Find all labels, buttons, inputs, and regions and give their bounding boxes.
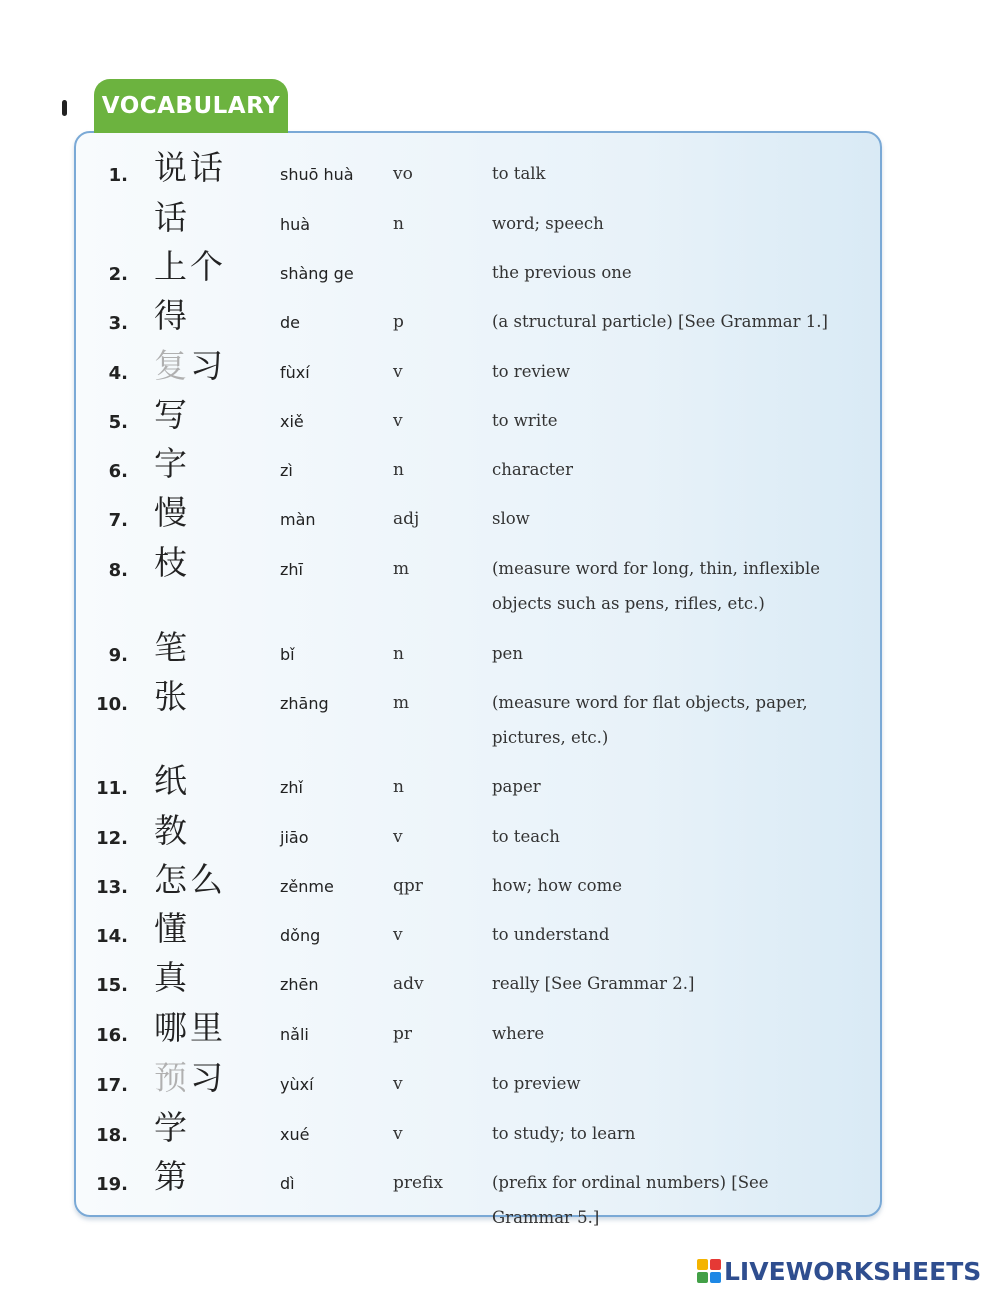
vocab-part-of-speech: v — [393, 827, 403, 847]
vocab-number: 9. — [108, 645, 128, 666]
vocab-definition: (a structural particle) [See Grammar 1.] — [492, 312, 828, 331]
vocab-chinese: 说话 — [154, 148, 226, 187]
vocab-number: 5. — [108, 412, 128, 433]
liveworksheets-logo-icon — [697, 1259, 721, 1283]
vocab-row — [0, 298, 1000, 348]
vocab-number: 1. — [108, 165, 128, 186]
vocab-row — [0, 960, 1000, 1010]
vocab-chinese: 话 — [154, 198, 190, 237]
vocab-row — [0, 763, 1000, 813]
vocab-pinyin: xué — [280, 1125, 310, 1144]
vocab-row — [0, 249, 1000, 299]
liveworksheets-logo[interactable] — [697, 1254, 981, 1288]
vocab-number: 15. — [96, 975, 128, 996]
vocab-part-of-speech: n — [393, 644, 404, 664]
vocab-row — [0, 348, 1000, 398]
vocab-pinyin: zhēn — [280, 975, 319, 994]
vocab-definition: really [See Grammar 2.] — [492, 974, 695, 993]
vocab-number: 7. — [108, 510, 128, 531]
vocab-definition: to teach — [492, 827, 560, 846]
vocab-chinese: 张 — [154, 677, 190, 716]
vocab-chinese: 教 — [154, 811, 190, 850]
vocab-part-of-speech: vo — [393, 164, 413, 184]
vocab-row — [0, 1110, 1000, 1160]
vocab-pinyin: jiāo — [280, 828, 309, 847]
vocab-pinyin: xiě — [280, 412, 304, 431]
vocab-pinyin: zhāng — [280, 694, 329, 713]
vocab-row — [0, 1060, 1000, 1110]
vocab-chinese: 写 — [154, 395, 190, 434]
vocab-row — [0, 397, 1000, 447]
vocab-number: 13. — [96, 877, 128, 898]
vocab-number: 6. — [108, 461, 128, 482]
vocab-definition: to preview — [492, 1074, 581, 1093]
vocab-definition: to review — [492, 362, 570, 381]
vocab-chinese: 枝 — [154, 543, 190, 582]
vocab-definition: to understand — [492, 925, 610, 944]
vocab-definition: to study; to learn — [492, 1124, 636, 1143]
vocab-number: 14. — [96, 926, 128, 947]
vocab-part-of-speech: v — [393, 362, 403, 382]
vocab-row — [0, 200, 1000, 250]
vocab-chinese: 哪里 — [154, 1008, 226, 1047]
vocab-part-of-speech: n — [393, 214, 404, 234]
vocab-row — [0, 543, 1000, 613]
vocab-definition: (prefix for ordinal numbers) [See Grammar 5.] — [492, 1173, 769, 1227]
vocab-chinese: 纸 — [154, 761, 190, 800]
vocab-definition: (measure word for flat objects, paper, pictures, etc.) — [492, 693, 808, 747]
vocab-chinese: 怎么 — [154, 860, 226, 899]
vocab-part-of-speech: qpr — [393, 876, 423, 896]
vocab-definition: how; how come — [492, 876, 623, 895]
vocab-part-of-speech: v — [393, 925, 403, 945]
vocab-definition: character — [492, 460, 573, 479]
liveworksheets-logo-text: LIVEWORKSHEETS — [724, 1256, 982, 1286]
vocab-number: 12. — [96, 828, 128, 849]
vocab-row — [0, 862, 1000, 912]
vocab-row — [0, 677, 1000, 747]
vocab-definition: paper — [492, 777, 541, 796]
vocab-definition: slow — [492, 509, 530, 528]
vocab-number: 16. — [96, 1025, 128, 1046]
vocab-row — [0, 1010, 1000, 1060]
vocab-number: 3. — [108, 313, 128, 334]
vocab-number: 17. — [96, 1075, 128, 1096]
vocab-pinyin: huà — [280, 215, 311, 234]
vocab-pinyin: bǐ — [280, 645, 295, 664]
vocab-row — [0, 630, 1000, 680]
vocab-row — [0, 813, 1000, 863]
vocab-number: 2. — [108, 264, 128, 285]
vocab-part-of-speech: n — [393, 460, 404, 480]
vocabulary-tab: VOCABULARY — [94, 79, 288, 133]
vocab-chinese: 真 — [154, 958, 190, 997]
vocab-number: 18. — [96, 1125, 128, 1146]
vocab-part-of-speech: prefix — [393, 1173, 443, 1193]
vocab-pinyin: shàng ge — [280, 264, 354, 283]
vocab-number: 8. — [108, 560, 128, 581]
vocab-part-of-speech: v — [393, 411, 403, 431]
vocab-part-of-speech: n — [393, 777, 404, 797]
vocab-part-of-speech: adj — [393, 509, 420, 529]
vocab-number: 4. — [108, 363, 128, 384]
vocab-pinyin: yùxí — [280, 1075, 314, 1094]
vocab-definition: word; speech — [492, 214, 604, 233]
vocab-pinyin: de — [280, 313, 300, 332]
vocab-number: 10. — [96, 694, 128, 715]
vocab-chinese: 得 — [154, 296, 190, 335]
vocab-pinyin: nǎli — [280, 1025, 309, 1044]
vocab-definition: to write — [492, 411, 558, 430]
vocab-pinyin: zhī — [280, 560, 303, 579]
vocab-part-of-speech: v — [393, 1074, 403, 1094]
vocab-part-of-speech: p — [393, 312, 404, 332]
vocab-pinyin: dì — [280, 1174, 295, 1193]
vocab-row — [0, 1157, 1000, 1227]
vocab-row — [0, 150, 1000, 200]
vocab-part-of-speech: pr — [393, 1024, 413, 1044]
vocab-chinese: 学 — [154, 1108, 190, 1147]
vocab-chinese: 第 — [154, 1157, 190, 1196]
vocab-chinese: 复习 — [154, 346, 226, 385]
vocab-chinese: 慢 — [154, 493, 190, 532]
vocab-definition: pen — [492, 644, 523, 663]
vocab-definition: to talk — [492, 164, 546, 183]
vocab-part-of-speech: v — [393, 1124, 403, 1144]
vocab-pinyin: fùxí — [280, 363, 310, 382]
section-bullet — [62, 100, 67, 116]
vocab-chinese: 笔 — [154, 628, 190, 667]
vocab-row — [0, 446, 1000, 496]
vocab-chinese: 字 — [154, 444, 190, 483]
vocab-row — [0, 495, 1000, 545]
vocab-chinese: 懂 — [154, 909, 190, 948]
vocab-row — [0, 911, 1000, 961]
vocab-pinyin: shuō huà — [280, 165, 354, 184]
vocab-part-of-speech: m — [393, 693, 410, 713]
vocab-pinyin: zì — [280, 461, 293, 480]
vocab-chinese: 预习 — [154, 1058, 226, 1097]
vocab-definition: the previous one — [492, 263, 632, 282]
vocab-pinyin: màn — [280, 510, 316, 529]
vocab-chinese: 上个 — [154, 247, 226, 286]
vocab-pinyin: zhǐ — [280, 778, 303, 797]
vocab-pinyin: dǒng — [280, 926, 321, 945]
vocab-number: 19. — [96, 1174, 128, 1195]
vocab-part-of-speech: m — [393, 559, 410, 579]
vocab-pinyin: zěnme — [280, 877, 334, 896]
vocab-definition: where — [492, 1024, 545, 1043]
vocab-definition: (measure word for long, thin, inflexible objects such as pens, rifles, etc.) — [492, 559, 821, 613]
vocab-part-of-speech: adv — [393, 974, 424, 994]
vocab-number: 11. — [96, 778, 128, 799]
